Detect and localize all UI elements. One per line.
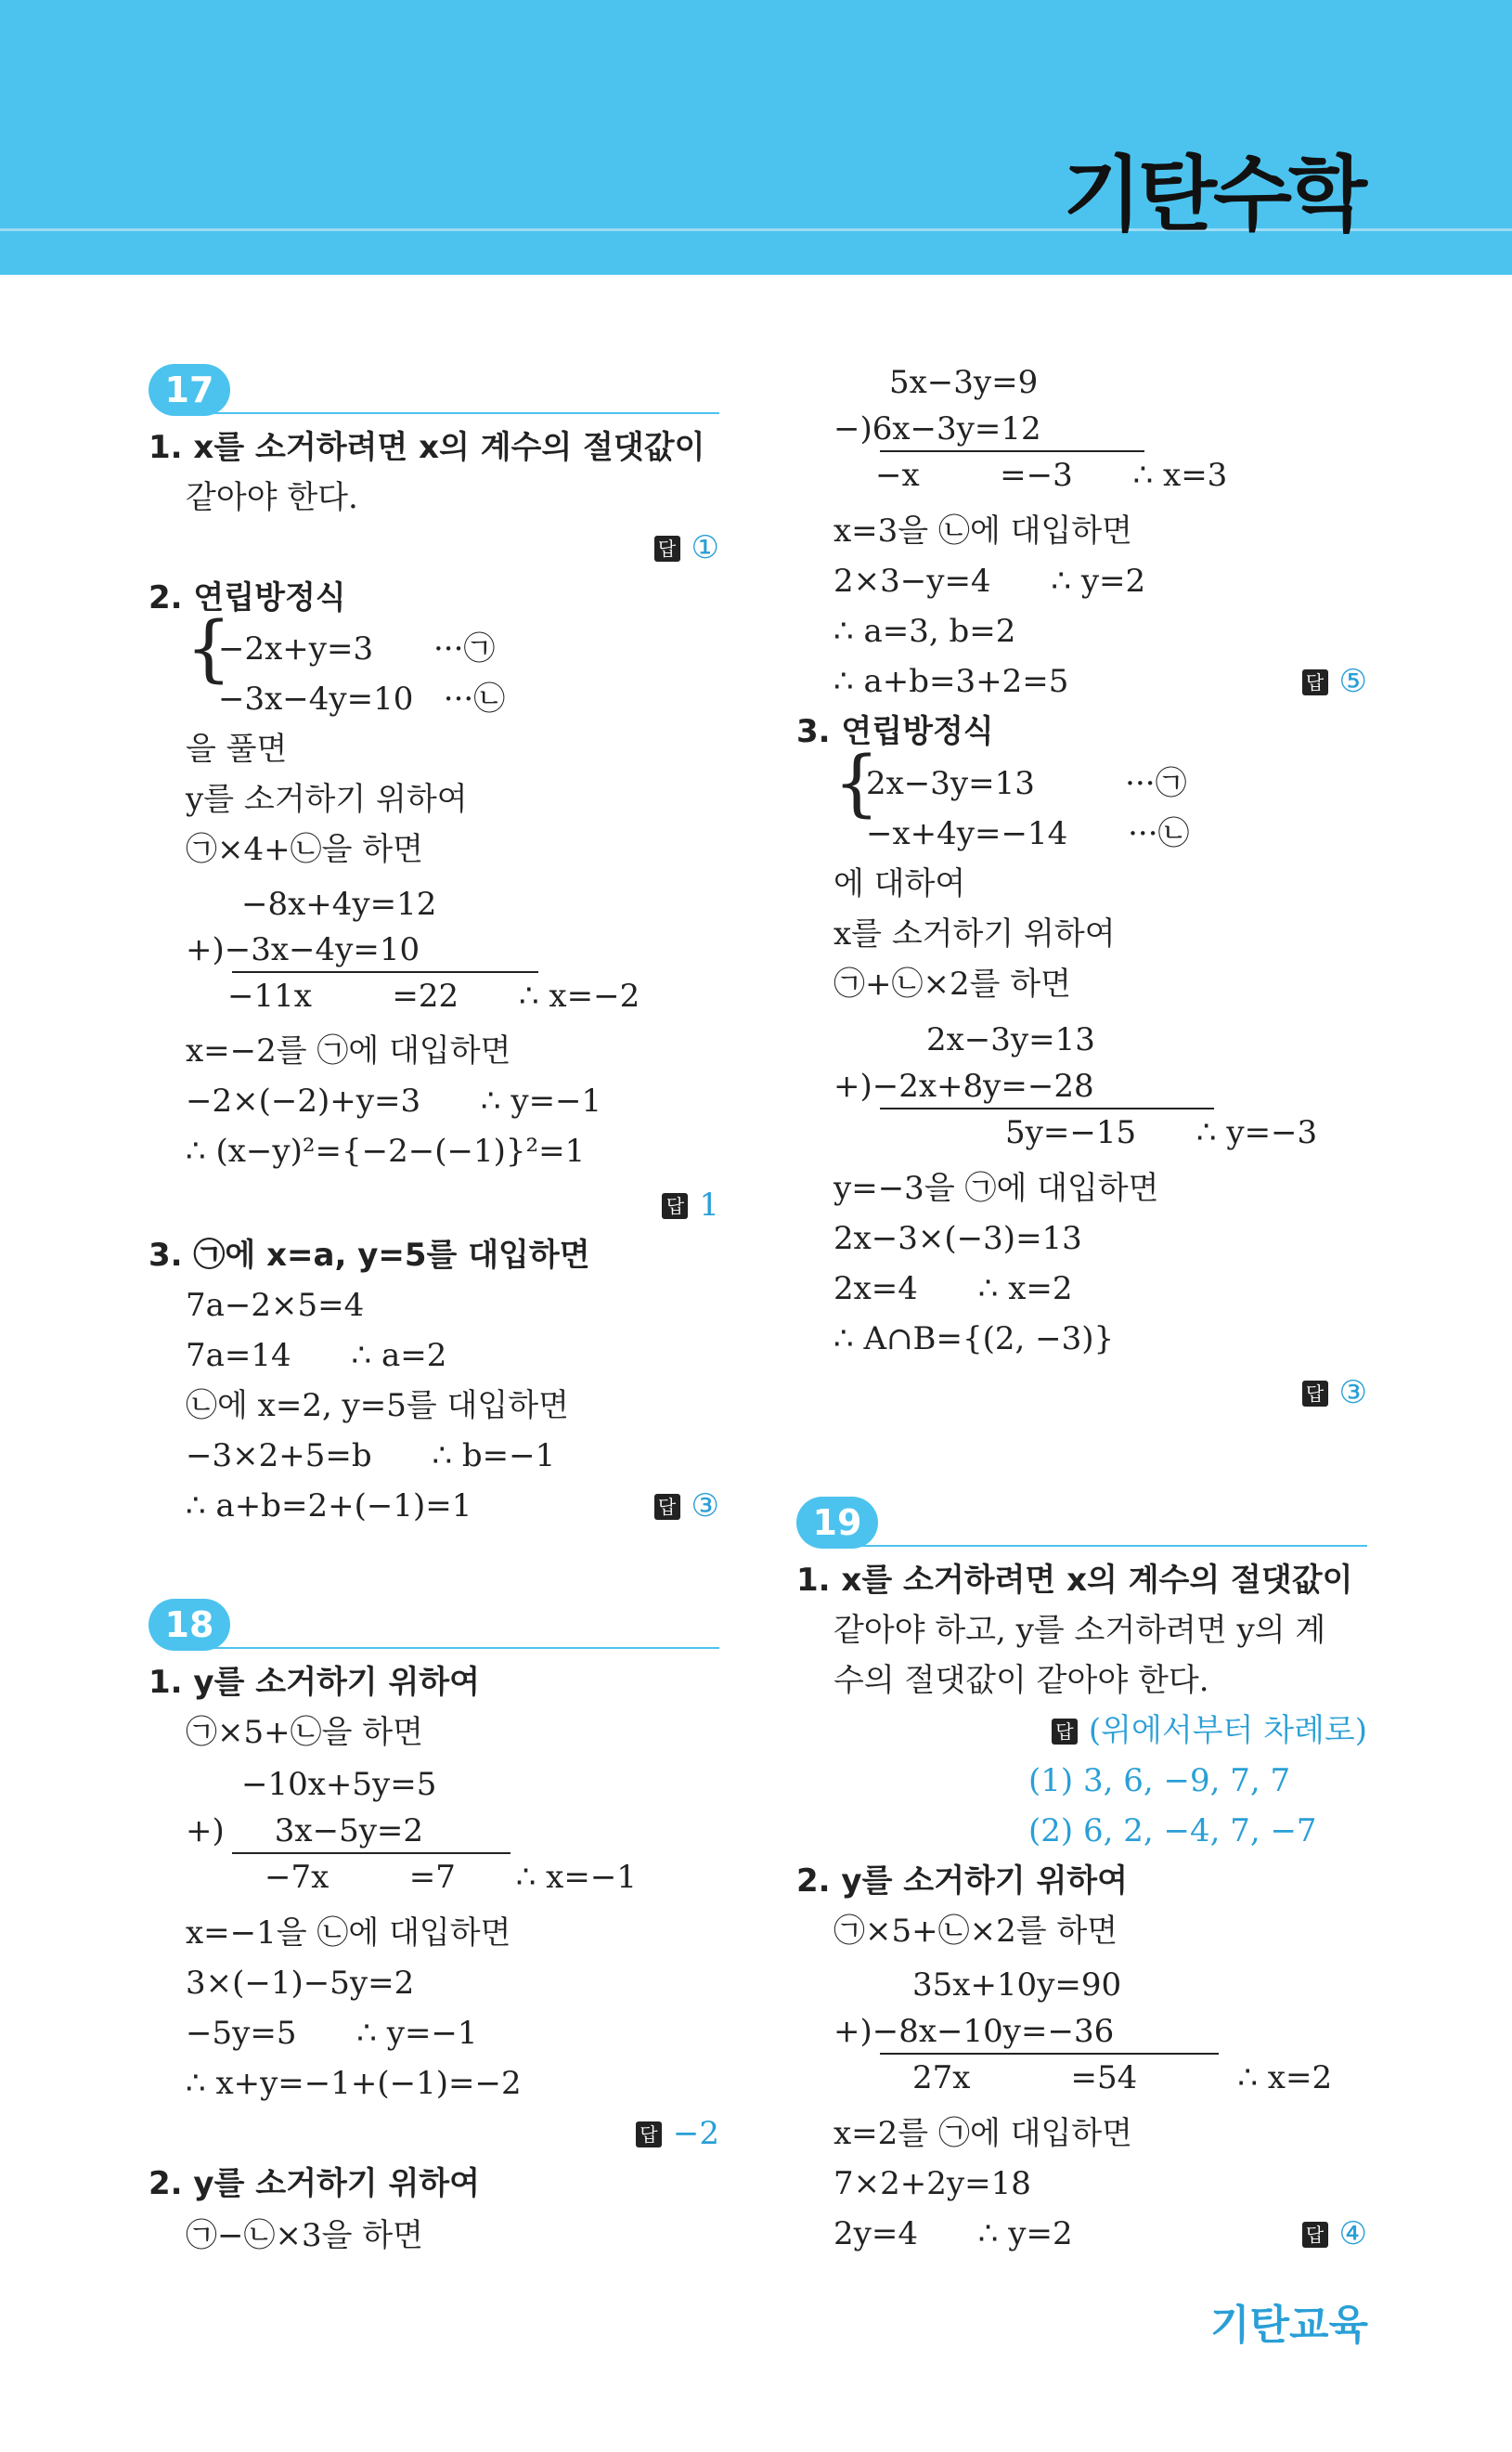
equation: ∴ a+b=2+(−1)=1 xyxy=(186,1487,472,1524)
answer-value: (1) 3, 6, −9, 7, 7 xyxy=(1028,1762,1291,1799)
answer-value: ③ xyxy=(1338,1374,1367,1411)
equation: −x =−3 ∴ x=3 xyxy=(875,457,1228,494)
equation: 35x+10y=90 xyxy=(912,1966,1122,2004)
equation: 7×2+2y=18 xyxy=(834,2165,1031,2202)
problem-text: 1. x를 소거하려면 x의 계수의 절댓값이 xyxy=(149,429,705,466)
problem-text: x=−2를 ㉠에 대입하면 xyxy=(186,1032,511,1070)
answer xyxy=(636,2113,719,2154)
problem-text: y=−3을 ㉠에 대입하면 xyxy=(834,1170,1159,1207)
answer-mark-icon: 답 xyxy=(654,536,680,562)
answer-value: ③ xyxy=(691,1487,719,1524)
answer xyxy=(1052,1710,1367,1751)
equation: −11x =22 ∴ x=−2 xyxy=(227,978,640,1015)
problem-text: x=−1을 ㉡에 대입하면 xyxy=(186,1914,511,1952)
equation: 2x=4 ∴ x=2 xyxy=(834,1270,1073,1307)
equation: 7a=14 ∴ a=2 xyxy=(186,1337,447,1374)
answer-value: ① xyxy=(691,529,719,566)
equation: 7a−2×5=4 xyxy=(186,1287,365,1324)
problem-text: ㉠+㉡×2를 하면 xyxy=(834,966,1071,1003)
footer-logo: 기탄교육 xyxy=(1209,2302,1368,2349)
answer xyxy=(1302,1372,1367,1413)
problem-text: 에 대하여 xyxy=(834,865,966,902)
equation: 2×3−y=4 ∴ y=2 xyxy=(834,563,1146,600)
answer-mark-icon: 답 xyxy=(1052,1719,1078,1745)
answer-value: (2) 6, 2, −4, 7, −7 xyxy=(1028,1812,1317,1849)
problem-text: 같아야 하고, y를 소거하려면 y의 계 xyxy=(834,1612,1326,1649)
problem-text: 같아야 한다. xyxy=(186,479,358,516)
equation: −3x−4y=10 ···㉡ xyxy=(218,681,506,718)
equation: −8x+4y=12 xyxy=(241,886,437,923)
answer xyxy=(662,1185,719,1226)
problem-text: 1. x를 소거하려면 x의 계수의 절댓값이 xyxy=(796,1562,1353,1599)
sum-line xyxy=(880,1108,1214,1109)
equation: 2x−3y=13 xyxy=(926,1021,1095,1058)
equation: +) 3x−5y=2 xyxy=(186,1812,424,1849)
equation: −7x =7 ∴ x=−1 xyxy=(265,1859,637,1896)
equation: ∴ a=3, b=2 xyxy=(834,613,1016,650)
equation: 2x−3y=13 ···㉠ xyxy=(866,765,1187,802)
sum-line xyxy=(880,2053,1219,2055)
problem-text: ㉠×5+㉡을 하면 xyxy=(186,1714,423,1751)
problem-text: x를 소거하기 위하여 xyxy=(834,915,1116,953)
problem-text: 2. y를 소거하기 위하여 xyxy=(796,1862,1128,1900)
brand-logo: 기탄수학 xyxy=(1062,147,1363,242)
equation: −2x+y=3 ···㉠ xyxy=(218,630,496,668)
equation: ∴ x+y=−1+(−1)=−2 xyxy=(186,2065,522,2102)
equation: ∴ (x−y)²={−2−(−1)}²=1 xyxy=(186,1133,586,1170)
answer-value: −2 xyxy=(672,2115,719,2152)
equation: −3×2+5=b ∴ b=−1 xyxy=(186,1437,556,1474)
answer-value: 1 xyxy=(699,1187,719,1224)
sum-line xyxy=(232,971,538,973)
answer-mark-icon: 답 xyxy=(662,1193,688,1219)
problem-text: 2. y를 소거하기 위하여 xyxy=(149,2165,480,2202)
equation: 3×(−1)−5y=2 xyxy=(186,1965,415,2002)
sum-line xyxy=(232,1852,510,1854)
section-19-header xyxy=(796,1497,1367,1552)
section-17-header xyxy=(149,364,719,420)
problem-text: 수의 절댓값이 같아야 한다. xyxy=(834,1662,1209,1699)
problem-text: 3. 연립방정식 xyxy=(796,713,994,750)
equation: −x+4y=−14 ···㉡ xyxy=(866,815,1190,852)
equation: 2x−3×(−3)=13 xyxy=(834,1220,1082,1257)
equation: −10x+5y=5 xyxy=(241,1766,437,1803)
problem-text: ㉠−㉡×3을 하면 xyxy=(186,2217,423,2254)
answer xyxy=(1302,661,1367,702)
answer xyxy=(654,527,719,568)
answer-mark-icon: 답 xyxy=(1302,2222,1328,2248)
equation: ∴ A∩B={(2, −3)} xyxy=(834,1320,1115,1357)
equation: +)−8x−10y=−36 xyxy=(834,2013,1115,2050)
section-18-header xyxy=(149,1599,719,1654)
problem-text: 1. y를 소거하기 위하여 xyxy=(149,1664,480,1701)
answer-value: (위에서부터 차례로) xyxy=(1088,1712,1367,1749)
problem-text: x=2를 ㉠에 대입하면 xyxy=(834,2115,1132,2152)
equation: −5y=5 ∴ y=−1 xyxy=(186,2015,478,2052)
equation: ∴ a+b=3+2=5 xyxy=(834,663,1069,700)
page-header xyxy=(0,0,1512,275)
problem-text: ㉡에 x=2, y=5를 대입하면 xyxy=(186,1387,569,1424)
answer-value: ④ xyxy=(1338,2215,1367,2252)
problem-text: ㉠×4+㉡을 하면 xyxy=(186,831,423,868)
equation: −2×(−2)+y=3 ∴ y=−1 xyxy=(186,1083,602,1120)
equation: 5x−3y=9 xyxy=(889,364,1039,401)
answer xyxy=(1302,2213,1367,2254)
section-number: 19 xyxy=(796,1497,878,1549)
problem-text: 2. 연립방정식 xyxy=(149,579,346,616)
problem-text: x=3을 ㉡에 대입하면 xyxy=(834,512,1132,550)
equation: 2y=4 ∴ y=2 xyxy=(834,2215,1073,2252)
answer-value: ⑤ xyxy=(1338,663,1367,700)
problem-text: ㉠×5+㉡×2를 하면 xyxy=(834,1913,1118,1950)
answer-mark-icon: 답 xyxy=(1302,669,1328,695)
equation: 5y=−15 ∴ y=−3 xyxy=(1005,1114,1318,1151)
system-brace: { xyxy=(834,742,880,825)
section-rule xyxy=(204,1647,719,1649)
equation: 27x =54 ∴ x=2 xyxy=(912,2059,1333,2096)
section-rule xyxy=(852,1545,1367,1547)
answer-mark-icon: 답 xyxy=(636,2121,662,2147)
section-number: 17 xyxy=(149,364,230,416)
problem-text: 을 풀면 xyxy=(186,731,288,768)
answer xyxy=(654,1485,719,1526)
answer-mark-icon: 답 xyxy=(654,1494,680,1520)
system-brace: { xyxy=(186,607,232,691)
problem-text: 3. ㉠에 x=a, y=5를 대입하면 xyxy=(149,1237,590,1274)
problem-text: y를 소거하기 위하여 xyxy=(186,781,468,818)
section-rule xyxy=(204,412,719,414)
answer-mark-icon: 답 xyxy=(1302,1381,1328,1407)
equation: −)6x−3y=12 xyxy=(834,410,1041,448)
equation: +)−2x+8y=−28 xyxy=(834,1068,1094,1105)
section-number: 18 xyxy=(149,1599,230,1651)
sum-line xyxy=(880,450,1144,452)
equation: +)−3x−4y=10 xyxy=(186,931,420,968)
